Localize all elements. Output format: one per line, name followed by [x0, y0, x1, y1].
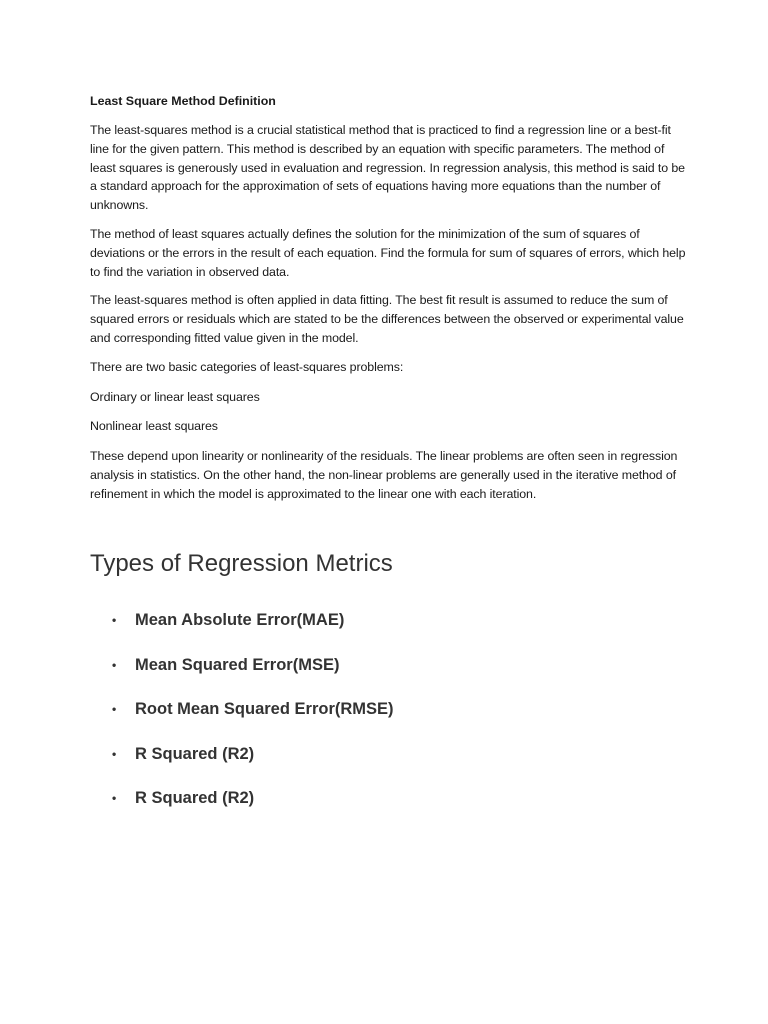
- metric-label: R Squared (R2): [135, 744, 255, 763]
- document-body: [90, 92, 690, 514]
- paragraph-category-linear: Ordinary or linear least squares: [90, 389, 260, 404]
- paragraph-categories-intro: There are two basic categories of least-squares problems:: [90, 359, 404, 374]
- bullet-icon: •: [112, 613, 117, 627]
- paragraph-data-fitting: The least-squares method is often applied in data fitting. The best fit result is assumed to reduce the sum of squared errors or residuals which are stated to be the differences between the observed or experimental value and corresponding fitted value given in the model.: [90, 293, 684, 345]
- section-title: Types of Regression Metrics: [90, 550, 393, 577]
- bullet-icon: •: [112, 791, 117, 806]
- paragraph-category-nonlinear: Nonlinear least squares: [90, 419, 218, 434]
- bullet-icon: •: [112, 657, 117, 672]
- metric-label: Mean Absolute Error(MAE): [135, 611, 345, 629]
- metric-label: Root Mean Squared Error(RMSE): [135, 700, 394, 719]
- bullet-icon: •: [112, 702, 117, 717]
- definition-heading: Least Square Method Definition: [90, 94, 276, 108]
- paragraph-minimization: The method of least squares actually defines the solution for the minimization of the sum of squares of deviations or the errors in the result of each equation. Find the formula for sum of squares of errors, which help to find the variation in observed data.: [90, 226, 686, 279]
- bullet-icon: •: [112, 746, 117, 761]
- paragraph-linearity: These depend upon linearity or nonlinearity of the residuals. The linear problems are often seen in regression analysis in statistics. On the other hand, the non-linear problems are generally used in the iterative method of refinement in which the model is approximated to the linear one with each iteration.: [90, 449, 678, 501]
- metric-label: Mean Squared Error(MSE): [135, 655, 340, 674]
- paragraph-intro: The least-squares method is a crucial statistical method that is practiced to find a regression line or a best-fit line for the given pattern. This method is described by an equation with specific parameters. The method of least squares is generously used in evaluation and regression. In regression analysis, this method is said to be a standard approach for the approximation of sets of equations having more equations than the number of unknowns.: [90, 123, 685, 213]
- metric-label: R Squared (R2): [135, 789, 255, 808]
